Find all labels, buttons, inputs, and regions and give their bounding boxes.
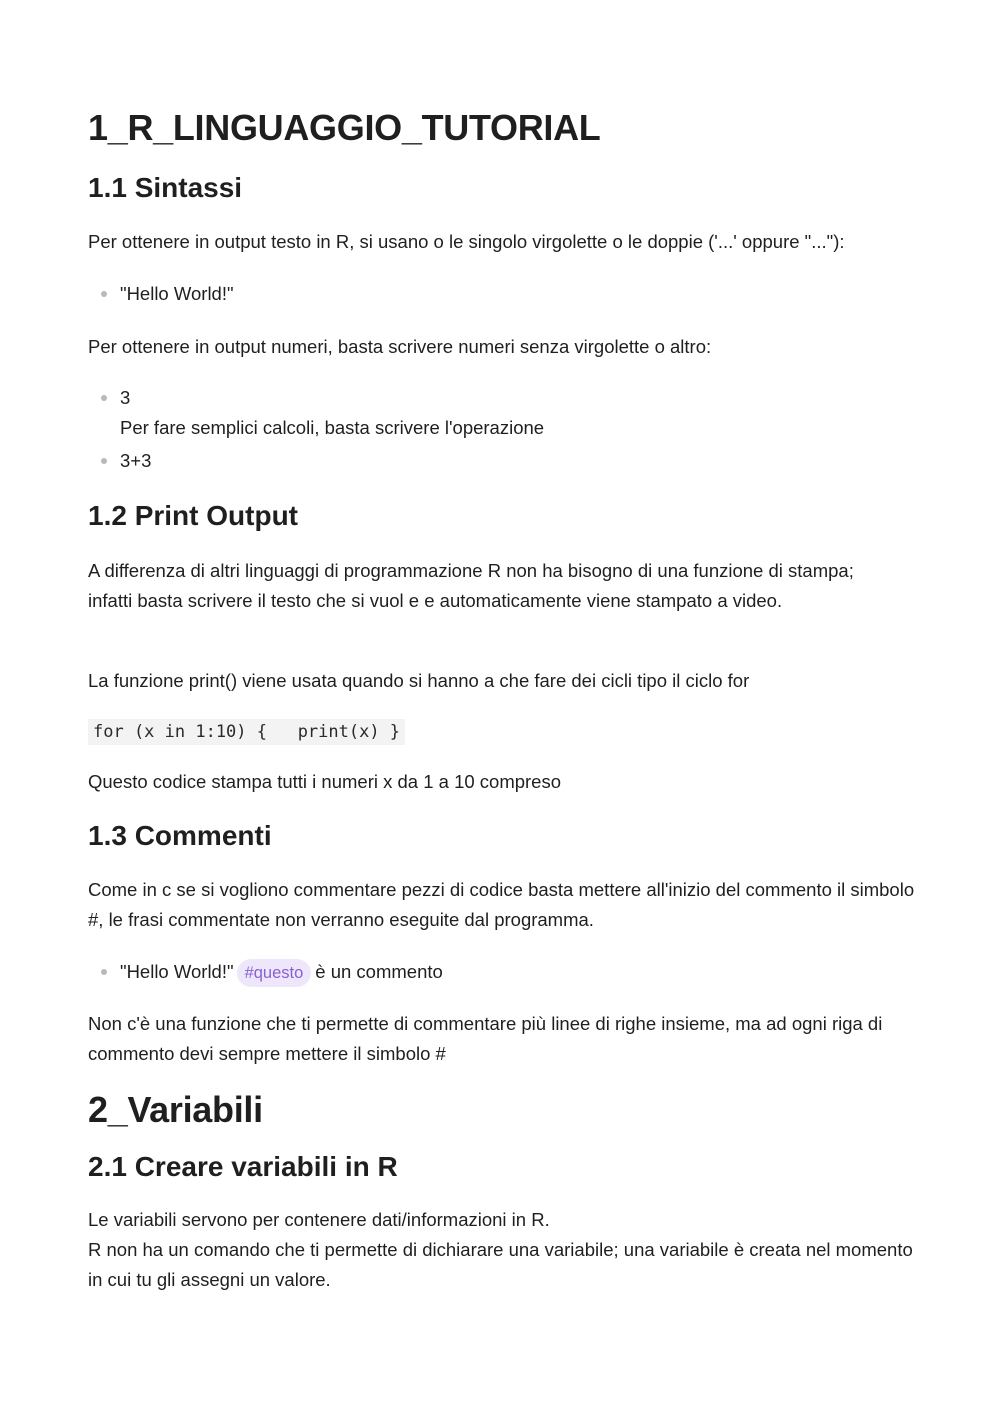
heading-1-3: 1.3 Commenti <box>88 820 272 851</box>
paragraph-sintassi-numbers: Per ottenere in output numeri, basta scrivere numeri senza virgolette o altro: <box>88 336 712 357</box>
paragraph-print-function: La funzione print() viene usata quando si hanno a che fare dei cicli tipo il ciclo for <box>88 670 750 691</box>
list-item <box>120 446 151 476</box>
list-item-suffix: è un commento <box>315 961 443 982</box>
paragraph-commenti: Come in c se si vogliono commentare pezzi di codice basta mettere all'inizio del commento il simbolo #, le frasi commentate non verranno eseguite dal programma. <box>88 879 915 930</box>
paragraph-code-explanation: Questo codice stampa tutti i numeri x da 1 a 10 compreso <box>88 771 562 792</box>
list-item <box>120 383 544 443</box>
hashtag-chip[interactable]: #questo <box>237 959 312 987</box>
list-item <box>120 279 234 309</box>
list-item-text: 3+3 <box>120 450 152 471</box>
paragraph-comment-note: Non c'è una funzione che ti permette di commentare più linee di righe insieme, ma ad ogni riga di commento devi sempre mettere il simbolo # <box>88 1013 883 1064</box>
list-item-text: "Hello World!" <box>120 961 234 982</box>
bullet-icon <box>101 291 107 297</box>
list-item-text: "Hello World!" <box>120 283 234 304</box>
heading-1-1: 1.1 Sintassi <box>88 172 243 203</box>
bullet-icon <box>101 458 107 464</box>
paragraph-print-output: A differenza di altri linguaggi di programmazione R non ha bisogno di una funzione di stampa; infatti basta scrivere il testo che si vuol e e automaticamente viene stampato a video. <box>88 560 854 611</box>
paragraph-line: Le variabili servono per contenere dati/informazioni in R. <box>88 1209 550 1230</box>
bullet-icon <box>101 969 107 975</box>
heading-2: 2_Variabili <box>88 1089 263 1130</box>
heading-2-1: 2.1 Creare variabili in R <box>88 1151 398 1182</box>
paragraph-line: R non ha un comando che ti permette di dichiarare una variabile; una variabile è creata nel momento in cui tu gli assegni un valore. <box>88 1239 913 1290</box>
list-item-continuation: Per fare semplici calcoli, basta scrivere l'operazione <box>120 417 545 438</box>
code-block: for (x in 1:10) { print(x) } <box>88 719 405 745</box>
paragraph-variabili <box>88 1205 918 1295</box>
list-item <box>120 957 443 987</box>
heading-1-2: 1.2 Print Output <box>88 500 298 531</box>
list-item-text: 3 <box>120 387 131 408</box>
page-title: 1_R_LINGUAGGIO_TUTORIAL <box>88 107 601 148</box>
paragraph-sintassi-text: Per ottenere in output testo in R, si usano o le singolo virgolette o le doppie ('...' oppure "..."): <box>88 231 845 252</box>
bullet-icon <box>101 395 107 401</box>
